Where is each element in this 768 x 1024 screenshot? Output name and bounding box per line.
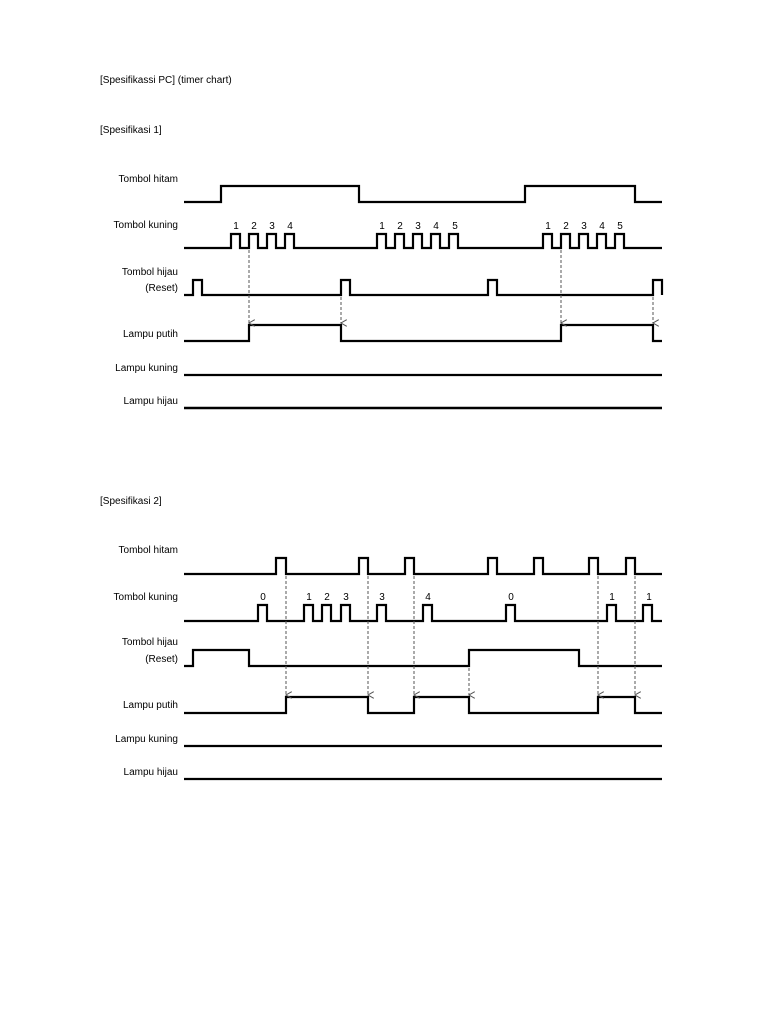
spec-1-title: [Spesifikasi 1] <box>100 125 162 136</box>
spec2-count-label: 1 <box>609 592 615 603</box>
spec1-label-tombol-hitam: Tombol hitam <box>118 174 178 185</box>
spec2-count-label: 3 <box>343 592 349 603</box>
spec1-count-label: 3 <box>415 221 421 232</box>
spec1-count-label: 2 <box>563 221 569 232</box>
spec1-waveform-tombol-hijau <box>184 280 662 295</box>
spec1-count-label: 2 <box>397 221 403 232</box>
document-title: [Spesifikassi PC] (timer chart) <box>100 75 232 86</box>
spec1-count-label: 4 <box>433 221 439 232</box>
spec2-label-tombol-kuning: Tombol kuning <box>113 592 178 603</box>
spec2-label-lampu-kuning: Lampu kuning <box>115 734 178 745</box>
spec2-label-lampu-putih: Lampu putih <box>122 700 178 711</box>
spec1-label-lampu-hijau: Lampu hijau <box>123 396 178 407</box>
spec1-label-reset: (Reset) <box>145 283 178 294</box>
spec2-count-label: 4 <box>425 592 431 603</box>
spec1-count-label: 1 <box>379 221 385 232</box>
spec1-waveform-tombol-hitam <box>184 186 662 202</box>
spec1-count-label: 5 <box>452 221 458 232</box>
spec1-label-tombol-hijau: Tombol hijau <box>121 267 178 278</box>
spec1-count-label: 4 <box>599 221 605 232</box>
spec2-waveform-tombol-hijau <box>184 650 662 666</box>
spec1-waveform-tombol-kuning <box>184 234 662 248</box>
spec2-label-tombol-hijau: Tombol hijau <box>121 637 178 648</box>
spec1-count-label: 4 <box>287 221 293 232</box>
spec2-count-label: 1 <box>646 592 652 603</box>
spec2-waveform-lampu-putih <box>184 697 662 713</box>
spec1-count-label: 2 <box>251 221 257 232</box>
spec2-waveform-tombol-kuning <box>184 605 662 621</box>
spec2-label-reset: (Reset) <box>145 654 178 665</box>
spec2-count-label: 0 <box>508 592 514 603</box>
spec2-count-label: 1 <box>306 592 312 603</box>
spec2-label-lampu-hijau: Lampu hijau <box>123 767 178 778</box>
spec2-label-tombol-hitam: Tombol hitam <box>118 545 178 556</box>
spec1-waveform-lampu-putih <box>184 325 662 341</box>
spec1-count-label: 3 <box>581 221 587 232</box>
spec1-label-tombol-kuning: Tombol kuning <box>113 220 178 231</box>
spec1-label-lampu-putih: Lampu putih <box>122 329 178 340</box>
spec2-count-label: 0 <box>260 592 266 603</box>
spec2-waveform-tombol-hitam <box>184 558 662 574</box>
spec2-count-label: 3 <box>379 592 385 603</box>
spec1-count-label: 5 <box>617 221 623 232</box>
spec2-count-label: 2 <box>324 592 330 603</box>
spec1-count-label: 1 <box>545 221 551 232</box>
spec1-count-label: 1 <box>233 221 239 232</box>
spec-2-title: [Spesifikasi 2] <box>100 496 162 507</box>
spec1-count-label: 3 <box>269 221 275 232</box>
spec1-label-lampu-kuning: Lampu kuning <box>115 363 178 374</box>
